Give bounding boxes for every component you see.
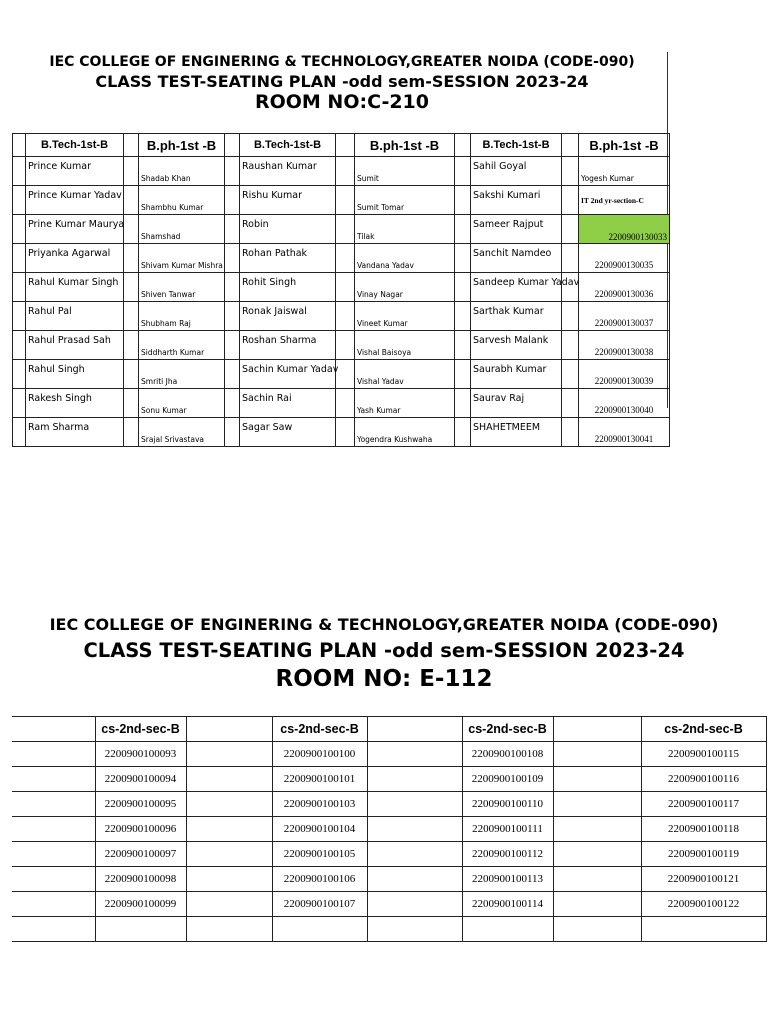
- college-title-2: IEC COLLEGE OF ENGINERING & TECHNOLOGY,GREATER NOIDA (CODE-090): [49, 615, 719, 634]
- blank-cell: [367, 742, 462, 767]
- serial-cell: [13, 389, 26, 418]
- student-name-cell: Raushan Kumar: [240, 157, 336, 186]
- roll-number-cell: 2200900100116: [641, 767, 766, 792]
- serial-cell: [225, 215, 240, 244]
- blank-cell: [12, 767, 95, 792]
- roll-number-cell: 2200900100096: [95, 817, 186, 842]
- student-name-cell: Sakshi Kumari: [471, 186, 562, 215]
- column-header: B.ph-1st -B: [355, 134, 455, 157]
- highlighted-roll-cell: 2200900130033: [579, 215, 670, 244]
- table-row: [13, 389, 670, 418]
- student-name-cell: Saurav Raj: [471, 389, 562, 418]
- serial-cell: [336, 157, 355, 186]
- serial-cell: [562, 302, 579, 331]
- empty-cell: [367, 917, 462, 942]
- table-header-row: [12, 717, 766, 742]
- roll-number-cell: 2200900100099: [95, 892, 186, 917]
- empty-cell: [186, 917, 272, 942]
- serial-cell: [225, 389, 240, 418]
- table-row: [13, 302, 670, 331]
- serial-cell: [225, 302, 240, 331]
- table-row: [12, 842, 766, 867]
- serial-cell: [13, 331, 26, 360]
- student-name-cell: Rishu Kumar: [240, 186, 336, 215]
- blank-cell: [553, 767, 641, 792]
- serial-cell: [124, 186, 139, 215]
- serial-cell: [13, 215, 26, 244]
- student-name-cell: Sonu Kumar: [139, 389, 225, 418]
- roll-number-cell: 2200900100110: [462, 792, 553, 817]
- student-name-cell: Smriti Jha: [139, 360, 225, 389]
- student-name-cell: Vishal Baisoya: [355, 331, 455, 360]
- table-row: [13, 360, 670, 389]
- serial-cell: [13, 157, 26, 186]
- blank-cell: [12, 867, 95, 892]
- serial-cell: [225, 273, 240, 302]
- plan-title: CLASS TEST-SEATING PLAN -odd sem-SESSION 2023-24: [95, 72, 589, 91]
- serial-cell: [225, 244, 240, 273]
- roll-number-cell: 2200900100114: [462, 892, 553, 917]
- blank-cell: [553, 817, 641, 842]
- student-name-cell: Vinay Nagar: [355, 273, 455, 302]
- serial-cell: [13, 418, 26, 447]
- blank-cell: [553, 842, 641, 867]
- table-row: [12, 892, 766, 917]
- student-name-cell: Rahul Pal: [26, 302, 124, 331]
- serial-cell: [455, 273, 471, 302]
- blank-cell: [12, 842, 95, 867]
- table-row: [13, 215, 670, 244]
- seating-table-e112: [12, 716, 767, 942]
- table-header-row: [13, 134, 670, 157]
- roll-number-cell: 2200900100097: [95, 842, 186, 867]
- serial-cell: [455, 331, 471, 360]
- blank-cell: [367, 867, 462, 892]
- serial-cell: [336, 360, 355, 389]
- serial-cell: [225, 418, 240, 447]
- college-title: IEC COLLEGE OF ENGINERING & TECHNOLOGY,GREATER NOIDA (CODE-090): [49, 54, 635, 70]
- student-name-cell: Sandeep Kumar Yadav: [471, 273, 562, 302]
- serial-cell: [336, 418, 355, 447]
- student-name-cell: Rahul Kumar Singh: [26, 273, 124, 302]
- serial-cell: [124, 215, 139, 244]
- serial-cell: [562, 389, 579, 418]
- table-row: [12, 792, 766, 817]
- roll-number-cell: 2200900130038: [579, 331, 670, 360]
- student-name-cell: Yash Kumar: [355, 389, 455, 418]
- student-name-cell: SHAHETMEEM: [471, 418, 562, 447]
- blank-cell: [553, 717, 641, 742]
- serial-cell: [225, 360, 240, 389]
- table-row: [13, 418, 670, 447]
- roll-number-cell: 2200900130036: [579, 273, 670, 302]
- serial-cell: [455, 134, 471, 157]
- room-number: ROOM NO:C-210: [254, 91, 430, 113]
- plan-title-2: CLASS TEST-SEATING PLAN -odd sem-SESSION 2023-24: [83, 639, 685, 662]
- serial-cell: [562, 418, 579, 447]
- blank-cell: [12, 792, 95, 817]
- empty-cell: [272, 917, 367, 942]
- roll-number-cell: 2200900100119: [641, 842, 766, 867]
- blank-cell: [186, 892, 272, 917]
- student-name-cell: Sachin Kumar Yadav: [240, 360, 336, 389]
- serial-cell: [13, 302, 26, 331]
- blank-cell: [186, 817, 272, 842]
- blank-cell: [12, 817, 95, 842]
- student-name-cell: Vishal Yadav: [355, 360, 455, 389]
- student-name-cell: Prine Kumar Maurya: [26, 215, 124, 244]
- column-header: B.Tech-1st-B: [26, 134, 124, 157]
- student-name-cell: Rahul Singh: [26, 360, 124, 389]
- student-name-cell: Yogendra Kushwaha: [355, 418, 455, 447]
- student-name-cell: Shambhu Kumar: [139, 186, 225, 215]
- table-row: [12, 767, 766, 792]
- serial-cell: [124, 331, 139, 360]
- student-name-cell: Robin: [240, 215, 336, 244]
- student-name-cell: Sameer Rajput: [471, 215, 562, 244]
- roll-number-cell: 2200900100112: [462, 842, 553, 867]
- table-row: [12, 817, 766, 842]
- student-name-cell: Sahil Goyal: [471, 157, 562, 186]
- empty-cell: [462, 917, 553, 942]
- column-header: B.Tech-1st-B: [240, 134, 336, 157]
- serial-cell: [336, 215, 355, 244]
- roll-number-cell: 2200900100107: [272, 892, 367, 917]
- blank-cell: [186, 792, 272, 817]
- student-name-cell: Priyanka Agarwal: [26, 244, 124, 273]
- serial-cell: [225, 157, 240, 186]
- student-name-cell: Vandana Yadav: [355, 244, 455, 273]
- student-name-cell: Sagar Saw: [240, 418, 336, 447]
- roll-number-cell: 2200900100103: [272, 792, 367, 817]
- student-name-cell: Vineet Kumar: [355, 302, 455, 331]
- column-header: cs-2nd-sec-B: [95, 717, 186, 742]
- blank-cell: [186, 867, 272, 892]
- blank-cell: [367, 792, 462, 817]
- roll-number-cell: 2200900100105: [272, 842, 367, 867]
- roll-number-cell: 2200900100094: [95, 767, 186, 792]
- serial-cell: [336, 186, 355, 215]
- table-row: [13, 186, 670, 215]
- blank-cell: [186, 767, 272, 792]
- serial-cell: [225, 331, 240, 360]
- serial-cell: [13, 273, 26, 302]
- serial-cell: [336, 389, 355, 418]
- table-row: [13, 273, 670, 302]
- blank-cell: [367, 717, 462, 742]
- roll-number-cell: 2200900100121: [641, 867, 766, 892]
- roll-number-cell: 2200900130040: [579, 389, 670, 418]
- blank-cell: [553, 792, 641, 817]
- roll-number-cell: 2200900100122: [641, 892, 766, 917]
- roll-number-cell: 2200900130041: [579, 418, 670, 447]
- serial-cell: [13, 244, 26, 273]
- empty-cell: [12, 917, 95, 942]
- student-name-cell: Yogesh Kumar: [579, 157, 670, 186]
- blank-cell: [553, 892, 641, 917]
- serial-cell: [562, 134, 579, 157]
- serial-cell: [455, 360, 471, 389]
- serial-cell: [336, 331, 355, 360]
- serial-cell: [124, 418, 139, 447]
- column-header: cs-2nd-sec-B: [641, 717, 766, 742]
- serial-cell: [336, 244, 355, 273]
- student-name-cell: Shiven Tanwar: [139, 273, 225, 302]
- roll-number-cell: 2200900130035: [579, 244, 670, 273]
- column-header: B.ph-1st -B: [139, 134, 225, 157]
- serial-cell: [562, 331, 579, 360]
- serial-cell: [124, 244, 139, 273]
- blank-cell: [12, 717, 95, 742]
- serial-cell: [124, 389, 139, 418]
- roll-number-cell: 2200900100100: [272, 742, 367, 767]
- column-header: cs-2nd-sec-B: [272, 717, 367, 742]
- roll-number-cell: 2200900130039: [579, 360, 670, 389]
- blank-cell: [12, 742, 95, 767]
- serial-cell: [13, 134, 26, 157]
- student-name-cell: Sarvesh Malank: [471, 331, 562, 360]
- serial-cell: [562, 186, 579, 215]
- student-name-cell: Ram Sharma: [26, 418, 124, 447]
- student-name-cell: Sumit: [355, 157, 455, 186]
- student-name-cell: Sanchit Namdeo: [471, 244, 562, 273]
- serial-cell: [455, 157, 471, 186]
- serial-cell: [562, 215, 579, 244]
- table-row: [13, 157, 670, 186]
- serial-cell: [336, 302, 355, 331]
- roll-number-cell: 2200900100115: [641, 742, 766, 767]
- serial-cell: [225, 134, 240, 157]
- serial-cell: [562, 157, 579, 186]
- student-name-cell: Shivam Kumar Mishra: [139, 244, 225, 273]
- roll-number-cell: 2200900100101: [272, 767, 367, 792]
- student-name-cell: Sumit Tomar: [355, 186, 455, 215]
- student-name-cell: Shadab Khan: [139, 157, 225, 186]
- column-header: B.Tech-1st-B: [471, 134, 562, 157]
- blank-cell: [186, 842, 272, 867]
- serial-cell: [562, 360, 579, 389]
- student-name-cell: Srajal Srivastava: [139, 418, 225, 447]
- empty-cell: [641, 917, 766, 942]
- serial-cell: [455, 418, 471, 447]
- serial-cell: [124, 360, 139, 389]
- blank-cell: [186, 717, 272, 742]
- empty-cell: [553, 917, 641, 942]
- blank-cell: [553, 742, 641, 767]
- student-name-cell: Rahul Prasad Sah: [26, 331, 124, 360]
- table-row: [13, 331, 670, 360]
- blank-cell: [367, 842, 462, 867]
- serial-cell: [13, 360, 26, 389]
- roll-number-cell: 2200900100098: [95, 867, 186, 892]
- serial-cell: [124, 273, 139, 302]
- column-header: cs-2nd-sec-B: [462, 717, 553, 742]
- empty-cell: [95, 917, 186, 942]
- table-row: [13, 244, 670, 273]
- student-name-cell: Rohan Pathak: [240, 244, 336, 273]
- section-label-cell: IT 2nd yr-section-C: [579, 186, 670, 215]
- serial-cell: [336, 134, 355, 157]
- serial-cell: [455, 244, 471, 273]
- blank-cell: [367, 817, 462, 842]
- student-name-cell: Prince Kumar Yadav: [26, 186, 124, 215]
- blank-cell: [367, 892, 462, 917]
- room-number-2: ROOM NO: E-112: [275, 666, 493, 692]
- student-name-cell: Sarthak Kumar: [471, 302, 562, 331]
- table-row: [12, 867, 766, 892]
- roll-number-cell: 2200900100104: [272, 817, 367, 842]
- student-name-cell: Saurabh Kumar: [471, 360, 562, 389]
- roll-number-cell: 2200900100106: [272, 867, 367, 892]
- roll-number-cell: 2200900100109: [462, 767, 553, 792]
- serial-cell: [455, 302, 471, 331]
- student-name-cell: Roshan Sharma: [240, 331, 336, 360]
- student-name-cell: Rohit Singh: [240, 273, 336, 302]
- serial-cell: [225, 186, 240, 215]
- column-header: B.ph-1st -B: [579, 134, 670, 157]
- student-name-cell: Shamshad: [139, 215, 225, 244]
- seating-table-c210: [12, 133, 670, 447]
- student-name-cell: Prince Kumar: [26, 157, 124, 186]
- serial-cell: [455, 215, 471, 244]
- serial-cell: [455, 186, 471, 215]
- blank-cell: [12, 892, 95, 917]
- roll-number-cell: 2200900100093: [95, 742, 186, 767]
- student-name-cell: Sachin Rai: [240, 389, 336, 418]
- serial-cell: [13, 186, 26, 215]
- serial-cell: [124, 157, 139, 186]
- serial-cell: [124, 134, 139, 157]
- serial-cell: [336, 273, 355, 302]
- student-name-cell: Rakesh Singh: [26, 389, 124, 418]
- student-name-cell: Ronak Jaiswal: [240, 302, 336, 331]
- roll-number-cell: 2200900100113: [462, 867, 553, 892]
- empty-row: [12, 917, 766, 942]
- serial-cell: [455, 389, 471, 418]
- student-name-cell: Tilak: [355, 215, 455, 244]
- student-name-cell: Siddharth Kumar: [139, 331, 225, 360]
- roll-number-cell: 2200900130037: [579, 302, 670, 331]
- serial-cell: [562, 244, 579, 273]
- blank-cell: [367, 767, 462, 792]
- roll-number-cell: 2200900100108: [462, 742, 553, 767]
- table-row: [12, 742, 766, 767]
- roll-number-cell: 2200900100111: [462, 817, 553, 842]
- roll-number-cell: 2200900100117: [641, 792, 766, 817]
- blank-cell: [186, 742, 272, 767]
- student-name-cell: Shubham Raj: [139, 302, 225, 331]
- blank-cell: [553, 867, 641, 892]
- serial-cell: [124, 302, 139, 331]
- roll-number-cell: 2200900100118: [641, 817, 766, 842]
- roll-number-cell: 2200900100095: [95, 792, 186, 817]
